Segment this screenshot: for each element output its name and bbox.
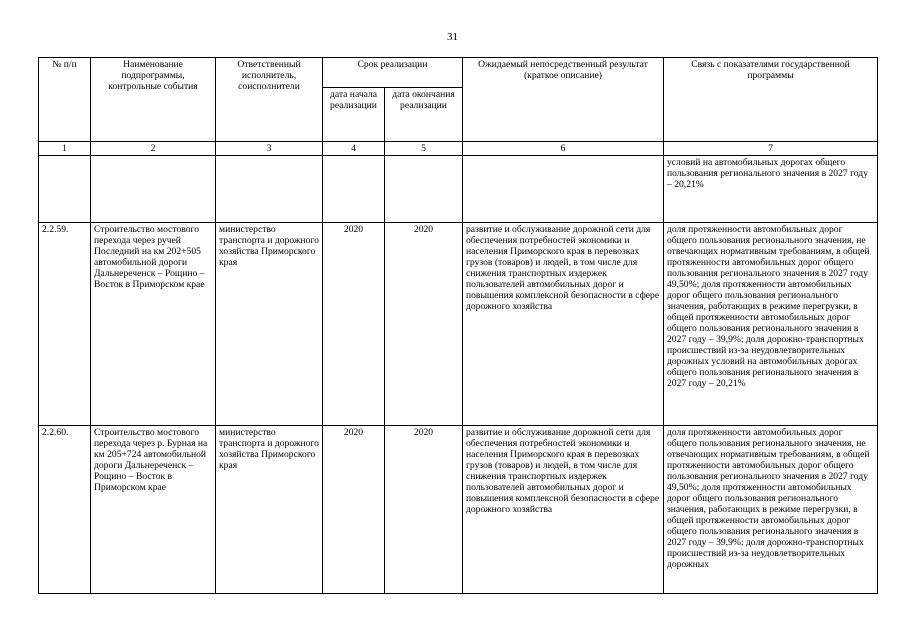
header-link: Связь с показателями государственной программы — [664, 58, 878, 142]
empty-cell — [463, 156, 664, 223]
column-number: 3 — [216, 142, 323, 156]
column-numbers-row — [39, 142, 878, 156]
header-name: Наименование подпрограммы, контрольные события — [91, 58, 216, 142]
header-period: Срок реализации — [323, 58, 463, 88]
empty-cell — [91, 156, 216, 223]
column-number: 6 — [463, 142, 664, 156]
column-number: 1 — [39, 142, 91, 156]
continuation-text: условий на автомобильных дорогах общего пользования регионального значения в 2027 году – 20,21% — [664, 156, 878, 223]
header-row-1 — [39, 58, 878, 88]
table-row — [39, 223, 878, 426]
row-num: 2.2.60. — [39, 426, 91, 594]
header-num: № п/п — [39, 58, 91, 142]
page-number: 31 — [447, 31, 458, 43]
column-number: 7 — [664, 142, 878, 156]
row-num: 2.2.59. — [39, 223, 91, 426]
header-end: дата окончания реализации — [385, 88, 463, 142]
row-link: доля протяженности автомобильных дорог общего пользования регионального значения, не отвечающих нормативным требованиям, в общей протяженности автомобильных дорог общего пользования регионального значения в 2027 году 49,50%; доля протяженности автомобильных дорог общего пользования регионального значения, работающих в режиме перегрузки, в общей протяженности автомобильных дорог общего пользования регионального значения в 2027 году – 39,9%; доля дорожно-транспортных происшествий из-за неудовлетворительных дорожных условий на автомобильных дорогах общего пользования регионального значения в 2027 году – 20,21% — [664, 223, 878, 426]
empty-cell — [323, 156, 385, 223]
row-result: развитие и обслуживание дорожной сети для обеспечения потребностей экономики и населения Приморского края в перевозках грузов (товаров) и людей, в том числе для снижения транспортных издержек пользователей автомобильных дорог и повышения комплексной безопасности в сфере дорожного хозяйства — [463, 223, 664, 426]
row-result: развитие и обслуживание дорожной сети для обеспечения потребностей экономики и населения Приморского края в перевозках грузов (товаров) и людей, в том числе для снижения транспортных издержек пользователей автомобильных дорог и повышения комплексной безопасности в сфере дорожного хозяйства — [463, 426, 664, 594]
row-responsible: министерство транспорта и дорожного хозяйства Приморского края — [216, 223, 323, 426]
row-end: 2020 — [385, 426, 463, 594]
empty-cell — [39, 156, 91, 223]
column-number: 2 — [91, 142, 216, 156]
program-events-table — [38, 57, 878, 594]
row-link: доля протяженности автомобильных дорог общего пользования регионального значения, не отвечающих нормативным требованиям, в общей протяженности автомобильных дорог общего пользования регионального значения в 2027 году 49,50%; доля протяженности автомобильных дорог общего пользования регионального значения, работающих в режиме перегрузки, в общей протяженности автомобильных дорог общего пользования регионального значения в 2027 году – 39,9%; доля дорожно-транспортных происшествий из-за неудовлетворительных дорожных — [664, 426, 878, 594]
row-start: 2020 — [323, 223, 385, 426]
row-name: Строительство мостового перехода через ручей Последний на км 202+505 автомобильной дороги Дальнереченск – Рощино – Восток в Приморском крае — [91, 223, 216, 426]
column-number: 4 — [323, 142, 385, 156]
row-name: Строительство мостового перехода через р. Бурная на км 205+724 автомобильной дороги Дальнереченск – Рощино – Восток в Приморском крае — [91, 426, 216, 594]
continuation-row — [39, 156, 878, 223]
header-result: Ожидаемый непосредственный результат (краткое описание) — [463, 58, 664, 142]
row-start: 2020 — [323, 426, 385, 594]
header-responsible: Ответственный исполнитель, соисполнители — [216, 58, 323, 142]
empty-cell — [385, 156, 463, 223]
header-start: дата начала реализации — [323, 88, 385, 142]
column-number: 5 — [385, 142, 463, 156]
row-responsible: министерство транспорта и дорожного хозяйства Приморского края — [216, 426, 323, 594]
empty-cell — [216, 156, 323, 223]
table-row — [39, 426, 878, 594]
row-end: 2020 — [385, 223, 463, 426]
